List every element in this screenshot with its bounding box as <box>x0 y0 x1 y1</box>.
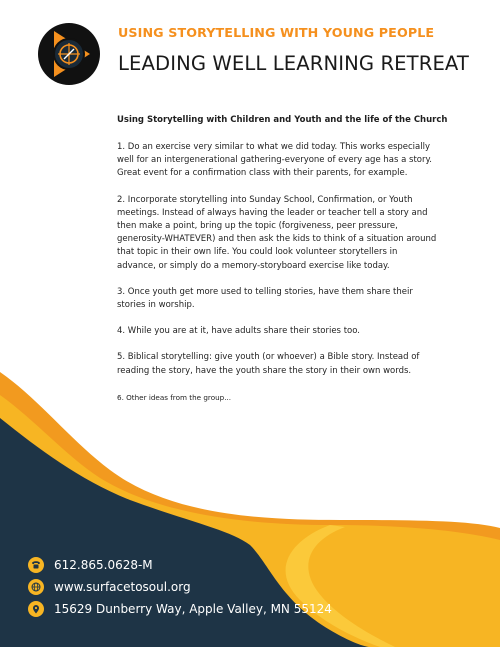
website-link[interactable]: www.surfacetosoul.org <box>54 579 191 594</box>
header-subtitle: USING STORYTELLING WITH YOUNG PEOPLE <box>118 25 435 40</box>
phone-row <box>28 556 332 573</box>
header-title: LEADING WELL LEARNING RETREAT <box>118 52 469 75</box>
content-heading: Using Storytelling with Children and Youth and the life of the Church <box>117 115 448 125</box>
website-row <box>28 578 332 595</box>
list-item: 2. Incorporate storytelling into Sunday School, Confirmation, or Youth meetings. Instead of always having the leader or teacher tell a story and then make a point, bring up the topic (forgiveness, peer pressure, generosity-WHATEVER) and then ask the kids to think of a situation around that topic in their own life. You could look volunteer storytellers in advance, or simply do a memory-storyboard exercise like today. <box>117 194 437 271</box>
list-item: 4. While you are at it, have adults share their stories too. <box>117 326 360 337</box>
footer-contact <box>28 556 332 622</box>
address-row <box>28 600 332 617</box>
location-pin-icon <box>28 601 44 617</box>
list-item: 5. Biblical storytelling: give youth (or whoever) a Bible story. Instead of reading the story, have the youth share the story in their own words. <box>117 352 420 376</box>
list-item: 6. Other ideas from the group... <box>117 392 232 402</box>
globe-icon <box>28 579 44 595</box>
list-item: 1. Do an exercise very similar to what we did today. This works especially well for an intergenerational gathering-everyone of every age has a story. Great event for a confirmation class with their parents, for example. <box>117 142 433 179</box>
phone-icon <box>28 557 44 573</box>
content-body <box>117 114 448 417</box>
list-item: 3. Once youth get more used to telling stories, have them share their stories in worship. <box>117 286 413 311</box>
address-text: 15629 Dunberry Way, Apple Valley, MN 55124 <box>54 601 332 616</box>
phone-number[interactable]: 612.865.0628-M <box>54 557 153 572</box>
logo <box>38 23 100 85</box>
